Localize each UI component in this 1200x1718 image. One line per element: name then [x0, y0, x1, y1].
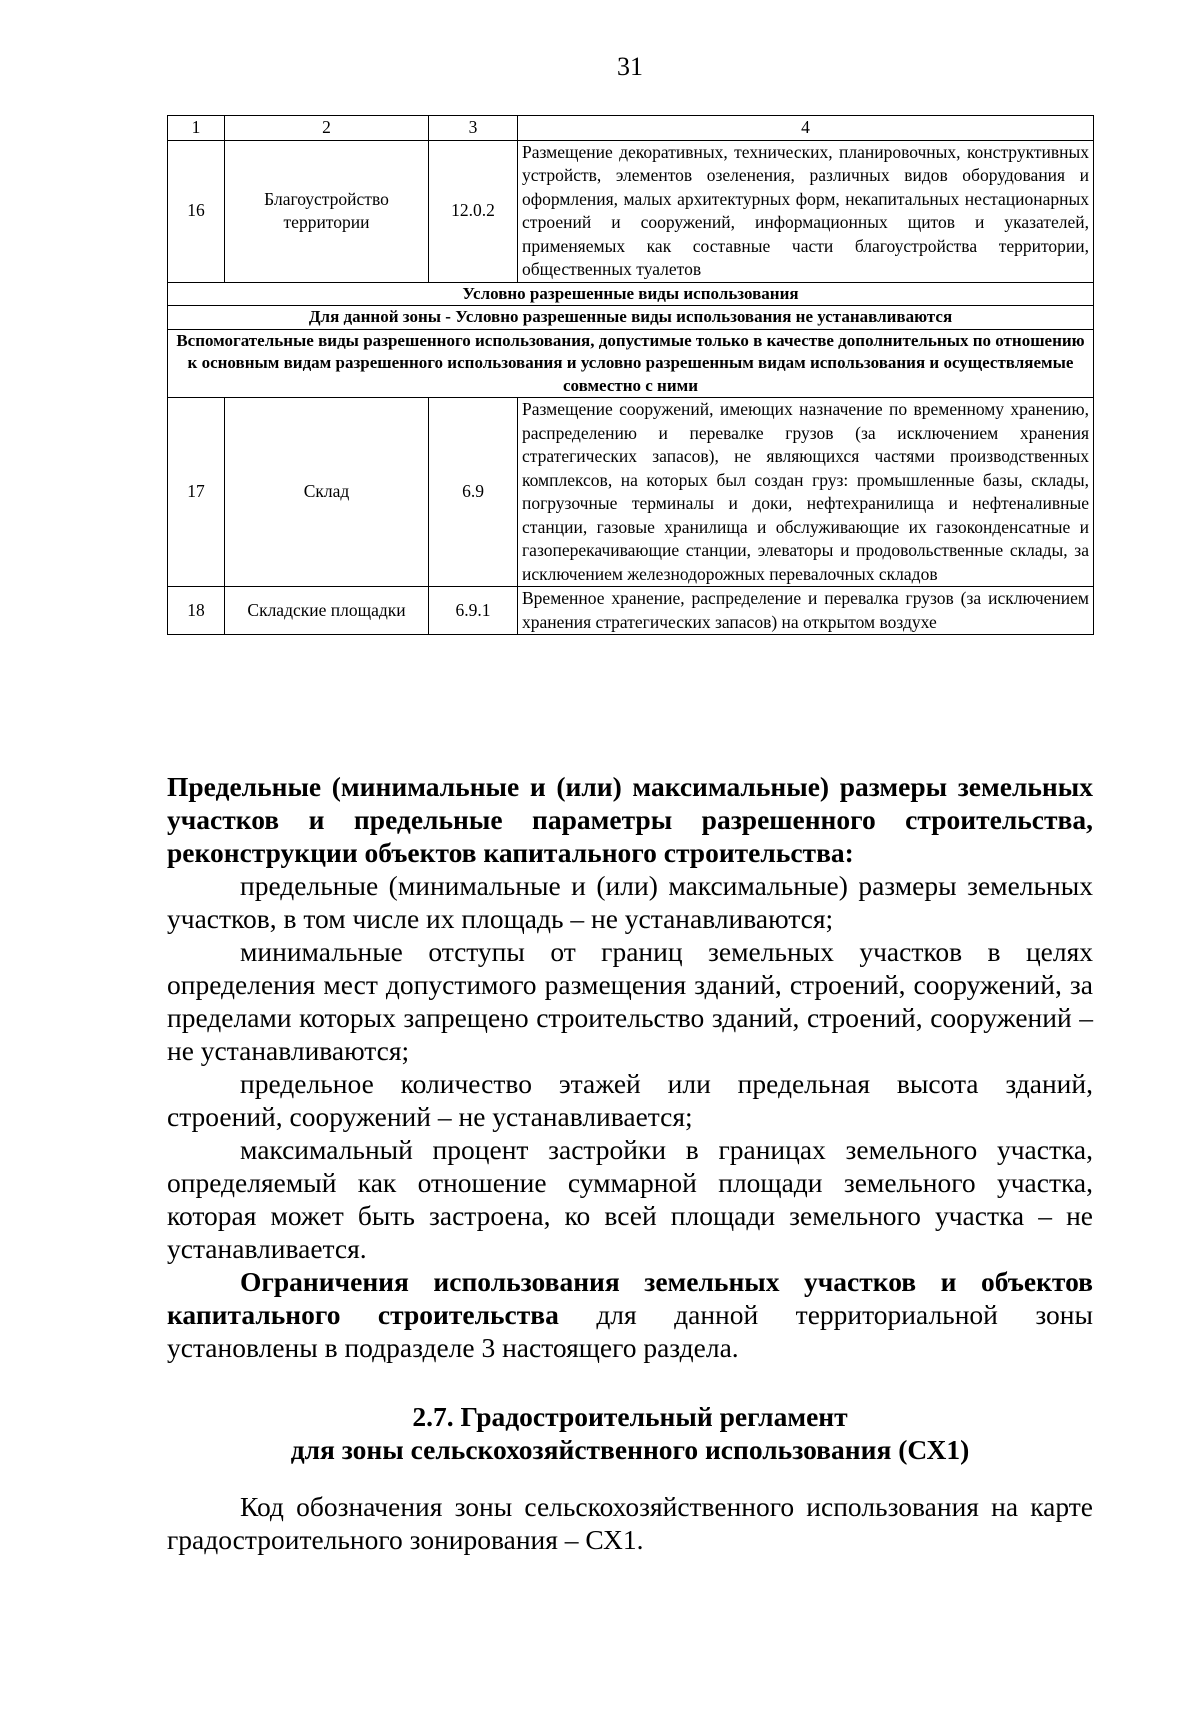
limit-item: минимальные отступы от границ земельных участков в целях определения мест допустимого размещения зданий, строений, сооружений, за пределами которых запрещено строительство зданий, строений, сооружений – не устанавливаются; [167, 936, 1093, 1066]
body-text [167, 770, 1093, 1556]
section-heading-line-1: 2.7. Градостроительный регламент [412, 1401, 848, 1432]
header-cell: 4 [518, 116, 1094, 141]
table-row [168, 398, 1094, 587]
section-row [168, 329, 1094, 398]
page-number: 31 [617, 52, 643, 81]
restrictions-rest: для данной территориальной зоны установлены в подразделе 3 настоящего раздела. [167, 1299, 1093, 1363]
table-header-row [168, 116, 1094, 141]
section-heading [167, 1400, 1093, 1466]
use-type-description: Размещение декоративных, технических, планировочных, конструктивных устройств, элементов озеленения, различных видов оборудования и оформления, малых архитектурных форм, некапитальных нестационарных строений и сооружений, информационных щитов и указателей, применяемых как составные части благоустройства территории, общественных туалетов [518, 140, 1094, 282]
row-number: 17 [168, 398, 225, 587]
row-number: 16 [168, 140, 225, 282]
header-cell: 2 [225, 116, 429, 141]
land-use-table [167, 115, 1094, 635]
use-type-code: 12.0.2 [429, 140, 518, 282]
table-row [168, 587, 1094, 635]
use-type-code: 6.9.1 [429, 587, 518, 635]
limit-item: предельные (минимальные и (или) максимальные) размеры земельных участков, в том числе их площадь – не устанавливаются; [167, 870, 1093, 934]
limit-item: предельное количество этажей или предельная высота зданий, строений, сооружений – не устанавливается; [167, 1068, 1093, 1132]
table-row [168, 140, 1094, 282]
use-type-name: Благоустройство территории [225, 140, 429, 282]
limits-heading: Предельные (минимальные и (или) максимальные) размеры земельных участков и предельные параметры разрешенного строительства, реконструкции объектов капитального строительства: [167, 771, 1093, 868]
section-auxiliary-title: Вспомогательные виды разрешенного использования, допустимые только в качестве дополнительных по отношению к основным видам разрешенного использования и условно разрешенным видам использования и осуществляемые совместно с ними [168, 329, 1094, 398]
restrictions-paragraph [167, 1265, 1093, 1364]
section-heading-line-2: для зоны сельскохозяйственного использования (СХ1) [290, 1434, 970, 1465]
row-number: 18 [168, 587, 225, 635]
section-conditional-title: Условно разрешенные виды использования [168, 282, 1094, 306]
section-conditional-note: Для данной зоны - Условно разрешенные виды использования не устанавливаются [168, 306, 1094, 330]
zone-code-paragraph: Код обозначения зоны сельскохозяйственного использования на карте градостроительного зонирования – СХ1. [167, 1491, 1093, 1555]
use-type-name: Складские площадки [225, 587, 429, 635]
header-cell: 3 [429, 116, 518, 141]
use-type-name: Склад [225, 398, 429, 587]
section-row [168, 282, 1094, 306]
use-type-description: Размещение сооружений, имеющих назначение по временному хранению, распределению и перевалке грузов (за исключением хранения стратегических запасов), не являющихся частями производственных комплексов, на которых был создан груз: промышленные базы, склады, погрузочные терминалы и доки, нефтехранилища и нефтеналивные станции, газовые хранилища и обслуживающие их газоконденсатные и газоперекачивающие станции, элеваторы и продовольственные склады, за исключением железнодорожных перевалочных складов [518, 398, 1094, 587]
limit-item: максимальный процент застройки в границах земельного участка, определяемый как отношение суммарной площади земельного участка, которая может быть застроена, ко всей площади земельного участка – не устанавливается. [167, 1134, 1093, 1264]
use-type-code: 6.9 [429, 398, 518, 587]
header-cell: 1 [168, 116, 225, 141]
restrictions-bold: Ограничения использования земельных участков и объектов капитального строительства [167, 1266, 1093, 1330]
section-row [168, 306, 1094, 330]
use-type-description: Временное хранение, распределение и перевалка грузов (за исключением хранения стратегических запасов) на открытом воздухе [518, 587, 1094, 635]
